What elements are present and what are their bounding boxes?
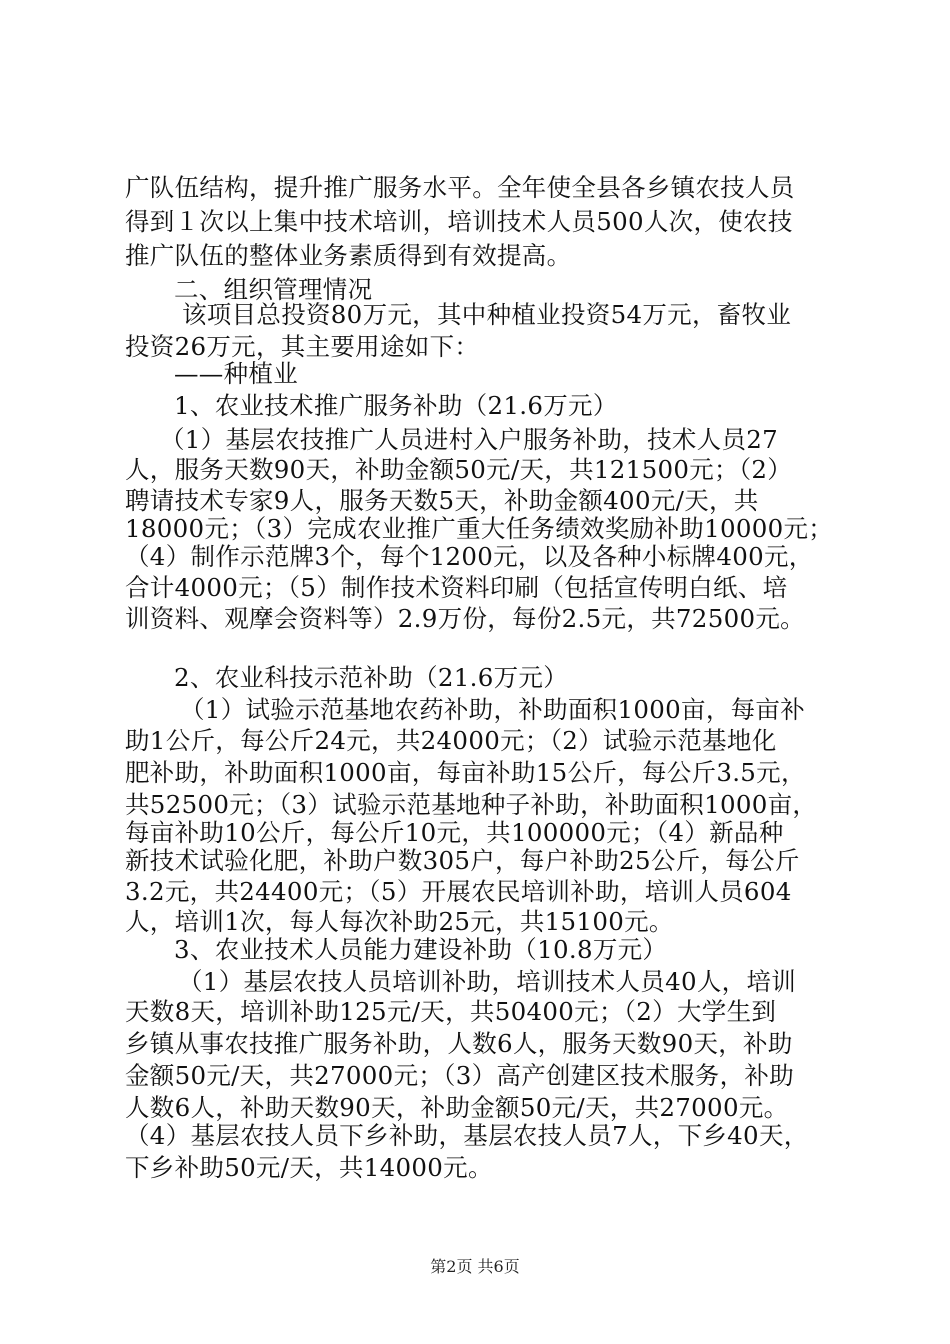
page-number-footer: 第2页 共6页 [430, 1257, 520, 1276]
text-line: （1）基层农技人员培训补助，培训技术人员40人，培训 [178, 967, 797, 996]
text-line: 18000元；（3）完成农业推广重大任务绩效奖励补助10000元； [125, 514, 834, 543]
text-line: 助1公斤，每公斤24元，共24000元；（2）试验示范基地化 [125, 726, 777, 755]
text-line: 天数8天，培训补助125元/天，共50400元；（2）大学生到 [125, 997, 777, 1026]
text-line: 广队伍结构，提升推广服务水平。全年使全县各乡镇农技人员 [125, 173, 795, 202]
item-heading: 1、农业技术推广服务补助（21.6万元） [174, 391, 618, 420]
text-line: （1）试验示范基地农药补助，补助面积1000亩，每亩补 [180, 695, 806, 724]
text-line: 金额50元/天，共27000元；（3）高产创建区技术服务，补助 [125, 1061, 795, 1090]
text-line: 推广队伍的整体业务素质得到有效提高。 [125, 241, 572, 270]
text-line: 人数6人，补助天数90天，补助金额50元/天，共27000元。 [125, 1093, 789, 1122]
text-line: 该项目总投资80万元，其中种植业投资54万元，畜牧业 [182, 300, 792, 329]
text-line: 训资料、观摩会资料等）2.9万份，每份2.5元，共72500元。 [125, 604, 805, 633]
subsection-heading: ——种植业 [174, 359, 298, 388]
section-heading: 二、组织管理情况 [174, 275, 373, 304]
item-heading: 3、农业技术人员能力建设补助（10.8万元） [174, 935, 668, 964]
text-line: 乡镇从事农技推广服务补助，人数6人，服务天数90天，补助 [125, 1029, 793, 1058]
text-line: （1）基层农技推广人员进村入户服务补助，技术人员27 [160, 425, 779, 454]
text-line: 人，培训1次，每人每次补助25元，共15100元。 [125, 907, 674, 936]
text-line: 聘请技术专家9人，服务天数5天，补助金额400元/天，共 [125, 486, 759, 515]
text-line: 共52500元；（3）试验示范基地种子补助，补助面积1000亩， [125, 790, 818, 819]
text-line: 肥补助，补助面积1000亩，每亩补助15公斤，每公斤3.5元， [125, 758, 806, 787]
text-line: 下乡补助50元/天，共14000元。 [125, 1153, 493, 1182]
text-line: 新技术试验化肥，补助户数305户，每户补助25公斤，每公斤 [125, 846, 800, 875]
text-line: 投资26万元，其主要用途如下： [125, 332, 480, 361]
text-line: 3.2元，共24400元；（5）开展农民培训补助，培训人员604 [125, 877, 792, 906]
text-line: （4）制作示范牌3个，每个1200元，以及各种小标牌400元， [125, 542, 814, 571]
text-line: 人，服务天数90天，补助金额50元/天，共121500元；（2） [125, 455, 793, 484]
text-line: 得到１次以上集中技术培训，培训技术人员500人次，使农技 [125, 207, 793, 236]
text-line: 每亩补助10公斤，每公斤10元，共100000元；（4）新品种 [125, 818, 784, 847]
text-line: 合计4000元；（5）制作技术资料印刷（包括宣传明白纸、培 [125, 573, 788, 602]
text-line: （4）基层农技人员下乡补助，基层农技人员7人，下乡40天， [125, 1121, 809, 1150]
item-heading: 2、农业科技示范补助（21.6万元） [174, 663, 569, 692]
